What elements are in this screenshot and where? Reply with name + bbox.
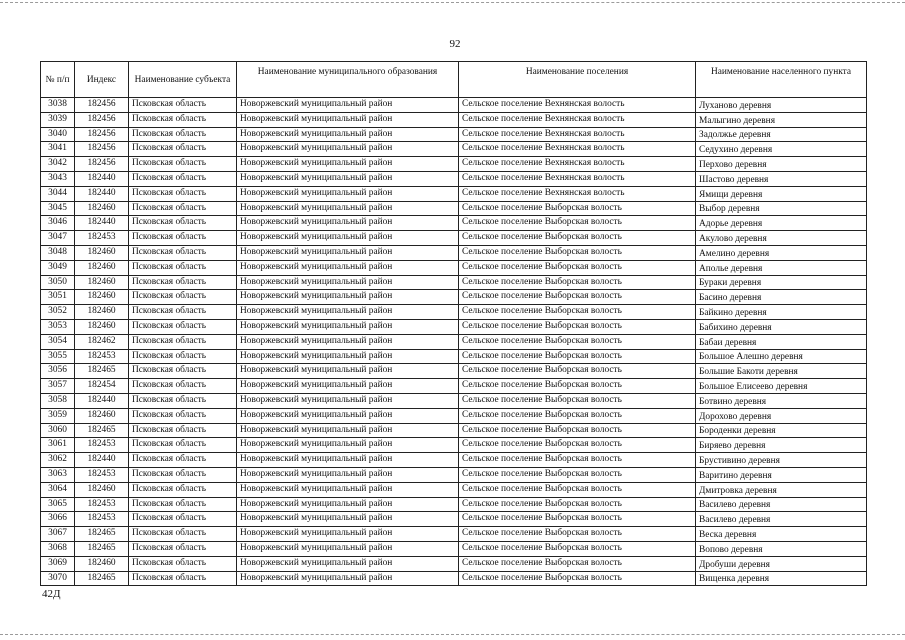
header-index: Индекс — [75, 62, 129, 98]
table-row — [41, 497, 867, 512]
table-body — [41, 98, 867, 586]
table-row — [41, 112, 867, 127]
cell-locality: Василево деревня — [696, 512, 867, 527]
cell-locality: Задолжье деревня — [696, 127, 867, 142]
cell-num: 3043 — [41, 171, 75, 186]
cell-index: 182465 — [75, 571, 129, 586]
cell-num: 3048 — [41, 245, 75, 260]
cell-municipality: Новоржевский муниципальный район — [237, 541, 459, 556]
table-row — [41, 393, 867, 408]
cell-index: 182456 — [75, 98, 129, 113]
cell-settlement: Сельское поселение Выборская волость — [459, 231, 696, 246]
cell-municipality: Новоржевский муниципальный район — [237, 216, 459, 231]
cell-index: 182460 — [75, 260, 129, 275]
cell-subject: Псковская область — [129, 260, 237, 275]
cell-municipality: Новоржевский муниципальный район — [237, 497, 459, 512]
cell-num: 3045 — [41, 201, 75, 216]
cell-settlement: Сельское поселение Выборская волость — [459, 349, 696, 364]
cell-subject: Псковская область — [129, 334, 237, 349]
table-row — [41, 408, 867, 423]
cell-settlement: Сельское поселение Вехнянская волость — [459, 127, 696, 142]
cell-index: 182453 — [75, 512, 129, 527]
cell-subject: Псковская область — [129, 408, 237, 423]
cell-municipality: Новоржевский муниципальный район — [237, 393, 459, 408]
cell-index: 182440 — [75, 186, 129, 201]
cell-locality: Дмитровка деревня — [696, 482, 867, 497]
cell-settlement: Сельское поселение Вехнянская волость — [459, 171, 696, 186]
table-row — [41, 334, 867, 349]
cell-municipality: Новоржевский муниципальный район — [237, 453, 459, 468]
cell-municipality: Новоржевский муниципальный район — [237, 467, 459, 482]
cell-locality: Вищенка деревня — [696, 571, 867, 586]
cell-subject: Псковская область — [129, 319, 237, 334]
cell-municipality: Новоржевский муниципальный район — [237, 512, 459, 527]
cell-index: 182465 — [75, 423, 129, 438]
cell-num: 3047 — [41, 231, 75, 246]
table-row — [41, 260, 867, 275]
cell-locality: Аполье деревня — [696, 260, 867, 275]
table-row — [41, 275, 867, 290]
cell-municipality: Новоржевский муниципальный район — [237, 527, 459, 542]
cell-subject: Псковская область — [129, 527, 237, 542]
cell-num: 3058 — [41, 393, 75, 408]
cell-index: 182460 — [75, 201, 129, 216]
cell-num: 3059 — [41, 408, 75, 423]
cell-locality: Дорохово деревня — [696, 408, 867, 423]
cell-settlement: Сельское поселение Выборская волость — [459, 334, 696, 349]
cell-municipality: Новоржевский муниципальный район — [237, 319, 459, 334]
cell-municipality: Новоржевский муниципальный район — [237, 245, 459, 260]
cell-index: 182460 — [75, 305, 129, 320]
cell-num: 3069 — [41, 556, 75, 571]
cell-index: 182460 — [75, 275, 129, 290]
cell-subject: Псковская область — [129, 349, 237, 364]
cell-municipality: Новоржевский муниципальный район — [237, 290, 459, 305]
cell-num: 3040 — [41, 127, 75, 142]
cell-settlement: Сельское поселение Выборская волость — [459, 305, 696, 320]
cell-locality: Веска деревня — [696, 527, 867, 542]
header-subject: Наименование субъекта — [129, 62, 237, 98]
cell-index: 182456 — [75, 127, 129, 142]
cell-num: 3063 — [41, 467, 75, 482]
header-settlement: Наименование поселения — [459, 62, 696, 98]
cell-settlement: Сельское поселение Вехнянская волость — [459, 186, 696, 201]
cell-municipality: Новоржевский муниципальный район — [237, 201, 459, 216]
cell-index: 182453 — [75, 349, 129, 364]
header-locality: Наименование населенного пункта — [696, 62, 867, 98]
cell-municipality: Новоржевский муниципальный район — [237, 260, 459, 275]
cell-locality: Перхово деревня — [696, 157, 867, 172]
cell-index: 182454 — [75, 379, 129, 394]
table-row — [41, 171, 867, 186]
cell-municipality: Новоржевский муниципальный район — [237, 364, 459, 379]
cell-index: 182440 — [75, 393, 129, 408]
cell-subject: Псковская область — [129, 305, 237, 320]
table-row — [41, 349, 867, 364]
cell-settlement: Сельское поселение Выборская волость — [459, 541, 696, 556]
cell-subject: Псковская область — [129, 186, 237, 201]
cell-subject: Псковская область — [129, 216, 237, 231]
cell-index: 182462 — [75, 334, 129, 349]
cell-num: 3042 — [41, 157, 75, 172]
cell-settlement: Сельское поселение Выборская волость — [459, 556, 696, 571]
cell-num: 3061 — [41, 438, 75, 453]
cell-locality: Бабаи деревня — [696, 334, 867, 349]
cell-municipality: Новоржевский муниципальный район — [237, 157, 459, 172]
cell-locality: Варитино деревня — [696, 467, 867, 482]
table-row — [41, 216, 867, 231]
cell-index: 182456 — [75, 157, 129, 172]
cell-index: 182453 — [75, 438, 129, 453]
table-row — [41, 231, 867, 246]
cell-settlement: Сельское поселение Выборская волость — [459, 408, 696, 423]
cell-index: 182453 — [75, 467, 129, 482]
cell-num: 3057 — [41, 379, 75, 394]
cell-municipality: Новоржевский муниципальный район — [237, 423, 459, 438]
cell-subject: Псковская область — [129, 112, 237, 127]
cell-settlement: Сельское поселение Выборская волость — [459, 379, 696, 394]
cell-subject: Псковская область — [129, 231, 237, 246]
cell-settlement: Сельское поселение Выборская волость — [459, 438, 696, 453]
cell-index: 182453 — [75, 231, 129, 246]
cell-num: 3062 — [41, 453, 75, 468]
cell-subject: Псковская область — [129, 453, 237, 468]
cell-index: 182460 — [75, 290, 129, 305]
cell-settlement: Сельское поселение Вехнянская волость — [459, 142, 696, 157]
cell-municipality: Новоржевский муниципальный район — [237, 275, 459, 290]
table-row — [41, 482, 867, 497]
cell-settlement: Сельское поселение Выборская волость — [459, 423, 696, 438]
cell-settlement: Сельское поселение Выборская волость — [459, 216, 696, 231]
cell-index: 182440 — [75, 171, 129, 186]
cell-locality: Биряево деревня — [696, 438, 867, 453]
cell-settlement: Сельское поселение Выборская волость — [459, 497, 696, 512]
cell-settlement: Сельское поселение Выборская волость — [459, 571, 696, 586]
cell-index: 182453 — [75, 497, 129, 512]
cell-subject: Псковская область — [129, 290, 237, 305]
cell-index: 182460 — [75, 319, 129, 334]
cell-locality: Бураки деревня — [696, 275, 867, 290]
table-row — [41, 305, 867, 320]
cell-num: 3046 — [41, 216, 75, 231]
cell-settlement: Сельское поселение Выборская волость — [459, 467, 696, 482]
cell-num: 3055 — [41, 349, 75, 364]
cell-index: 182440 — [75, 453, 129, 468]
table-row — [41, 319, 867, 334]
cell-num: 3060 — [41, 423, 75, 438]
cell-settlement: Сельское поселение Выборская волость — [459, 453, 696, 468]
cell-municipality: Новоржевский муниципальный район — [237, 438, 459, 453]
cell-municipality: Новоржевский муниципальный район — [237, 379, 459, 394]
table-row — [41, 98, 867, 113]
cell-num: 3065 — [41, 497, 75, 512]
cell-subject: Псковская область — [129, 556, 237, 571]
cell-municipality: Новоржевский муниципальный район — [237, 482, 459, 497]
cell-locality: Ботвино деревня — [696, 393, 867, 408]
cell-subject: Псковская область — [129, 541, 237, 556]
cell-municipality: Новоржевский муниципальный район — [237, 98, 459, 113]
cell-num: 3044 — [41, 186, 75, 201]
table-row — [41, 512, 867, 527]
header-num: № п/п — [41, 62, 75, 98]
table-row — [41, 290, 867, 305]
cell-num: 3068 — [41, 541, 75, 556]
cell-subject: Псковская область — [129, 127, 237, 142]
cell-settlement: Сельское поселение Выборская волость — [459, 201, 696, 216]
cell-num: 3038 — [41, 98, 75, 113]
cell-locality: Бабихино деревня — [696, 319, 867, 334]
cell-subject: Псковская область — [129, 393, 237, 408]
cell-subject: Псковская область — [129, 482, 237, 497]
table-row — [41, 127, 867, 142]
cell-index: 182440 — [75, 216, 129, 231]
cell-settlement: Сельское поселение Выборская волость — [459, 275, 696, 290]
cell-settlement: Сельское поселение Выборская волость — [459, 290, 696, 305]
cell-locality: Байкино деревня — [696, 305, 867, 320]
cell-subject: Псковская область — [129, 467, 237, 482]
cell-num: 3052 — [41, 305, 75, 320]
cell-locality: Брустивино деревня — [696, 453, 867, 468]
cell-subject: Псковская область — [129, 171, 237, 186]
table-row — [41, 157, 867, 172]
cell-settlement: Сельское поселение Выборская волость — [459, 482, 696, 497]
cell-locality: Адорье деревня — [696, 216, 867, 231]
page-number: 92 — [449, 38, 461, 50]
cell-index: 182465 — [75, 527, 129, 542]
scan-edge-top — [0, 2, 905, 3]
cell-subject: Псковская область — [129, 201, 237, 216]
cell-num: 3049 — [41, 260, 75, 275]
cell-locality: Вопово деревня — [696, 541, 867, 556]
table-row — [41, 423, 867, 438]
cell-index: 182465 — [75, 364, 129, 379]
cell-num: 3053 — [41, 319, 75, 334]
cell-locality: Большие Бакоти деревня — [696, 364, 867, 379]
cell-index: 182460 — [75, 408, 129, 423]
cell-locality: Выбор деревня — [696, 201, 867, 216]
cell-settlement: Сельское поселение Выборская волость — [459, 260, 696, 275]
cell-municipality: Новоржевский муниципальный район — [237, 142, 459, 157]
cell-subject: Псковская область — [129, 438, 237, 453]
settlements-table — [40, 61, 867, 586]
cell-subject: Псковская область — [129, 571, 237, 586]
table-row — [41, 364, 867, 379]
cell-locality: Малыгино деревня — [696, 112, 867, 127]
cell-locality: Ямищи деревня — [696, 186, 867, 201]
cell-settlement: Сельское поселение Выборская волость — [459, 245, 696, 260]
footer-code: 42Д — [42, 588, 61, 600]
cell-subject: Псковская область — [129, 245, 237, 260]
cell-settlement: Сельское поселение Вехнянская волость — [459, 157, 696, 172]
table-row — [41, 379, 867, 394]
cell-settlement: Сельское поселение Выборская волость — [459, 393, 696, 408]
cell-num: 3066 — [41, 512, 75, 527]
cell-locality: Басино деревня — [696, 290, 867, 305]
cell-num: 3064 — [41, 482, 75, 497]
table-row — [41, 541, 867, 556]
cell-municipality: Новоржевский муниципальный район — [237, 127, 459, 142]
cell-municipality: Новоржевский муниципальный район — [237, 408, 459, 423]
scan-edge-bottom — [0, 634, 905, 635]
cell-locality: Бороденки деревня — [696, 423, 867, 438]
cell-locality: Большое Алешно деревня — [696, 349, 867, 364]
cell-locality: Большое Елисеево деревня — [696, 379, 867, 394]
cell-locality: Дробуши деревня — [696, 556, 867, 571]
cell-subject: Псковская область — [129, 157, 237, 172]
cell-subject: Псковская область — [129, 98, 237, 113]
table-row — [41, 571, 867, 586]
cell-locality: Луханово деревня — [696, 98, 867, 113]
cell-index: 182465 — [75, 541, 129, 556]
table-row — [41, 245, 867, 260]
cell-subject: Псковская область — [129, 142, 237, 157]
table-row — [41, 201, 867, 216]
cell-index: 182460 — [75, 556, 129, 571]
cell-locality: Седухино деревня — [696, 142, 867, 157]
table-row — [41, 467, 867, 482]
table-row — [41, 142, 867, 157]
cell-municipality: Новоржевский муниципальный район — [237, 349, 459, 364]
cell-locality: Василево деревня — [696, 497, 867, 512]
cell-subject: Псковская область — [129, 512, 237, 527]
cell-subject: Псковская область — [129, 497, 237, 512]
cell-locality: Шастово деревня — [696, 171, 867, 186]
cell-locality: Амелино деревня — [696, 245, 867, 260]
cell-index: 182460 — [75, 482, 129, 497]
table-row — [41, 438, 867, 453]
cell-settlement: Сельское поселение Выборская волость — [459, 319, 696, 334]
table-row — [41, 186, 867, 201]
cell-municipality: Новоржевский муниципальный район — [237, 334, 459, 349]
cell-municipality: Новоржевский муниципальный район — [237, 112, 459, 127]
cell-municipality: Новоржевский муниципальный район — [237, 556, 459, 571]
cell-municipality: Новоржевский муниципальный район — [237, 571, 459, 586]
cell-locality: Акулово деревня — [696, 231, 867, 246]
cell-num: 3039 — [41, 112, 75, 127]
table-row — [41, 556, 867, 571]
cell-num: 3067 — [41, 527, 75, 542]
cell-subject: Псковская область — [129, 379, 237, 394]
cell-municipality: Новоржевский муниципальный район — [237, 186, 459, 201]
cell-index: 182460 — [75, 245, 129, 260]
cell-settlement: Сельское поселение Вехнянская волость — [459, 112, 696, 127]
cell-num: 3051 — [41, 290, 75, 305]
table-row — [41, 527, 867, 542]
table-row — [41, 453, 867, 468]
cell-num: 3041 — [41, 142, 75, 157]
cell-index: 182456 — [75, 112, 129, 127]
cell-num: 3070 — [41, 571, 75, 586]
cell-settlement: Сельское поселение Вехнянская волость — [459, 98, 696, 113]
cell-num: 3056 — [41, 364, 75, 379]
table-header-row — [41, 62, 867, 98]
cell-municipality: Новоржевский муниципальный район — [237, 171, 459, 186]
cell-num: 3054 — [41, 334, 75, 349]
header-municipality: Наименование муниципального образования — [237, 62, 459, 98]
cell-subject: Псковская область — [129, 364, 237, 379]
cell-num: 3050 — [41, 275, 75, 290]
cell-municipality: Новоржевский муниципальный район — [237, 231, 459, 246]
cell-settlement: Сельское поселение Выборская волость — [459, 512, 696, 527]
cell-subject: Псковская область — [129, 275, 237, 290]
cell-subject: Псковская область — [129, 423, 237, 438]
cell-settlement: Сельское поселение Выборская волость — [459, 364, 696, 379]
cell-settlement: Сельское поселение Выборская волость — [459, 527, 696, 542]
cell-index: 182456 — [75, 142, 129, 157]
cell-municipality: Новоржевский муниципальный район — [237, 305, 459, 320]
